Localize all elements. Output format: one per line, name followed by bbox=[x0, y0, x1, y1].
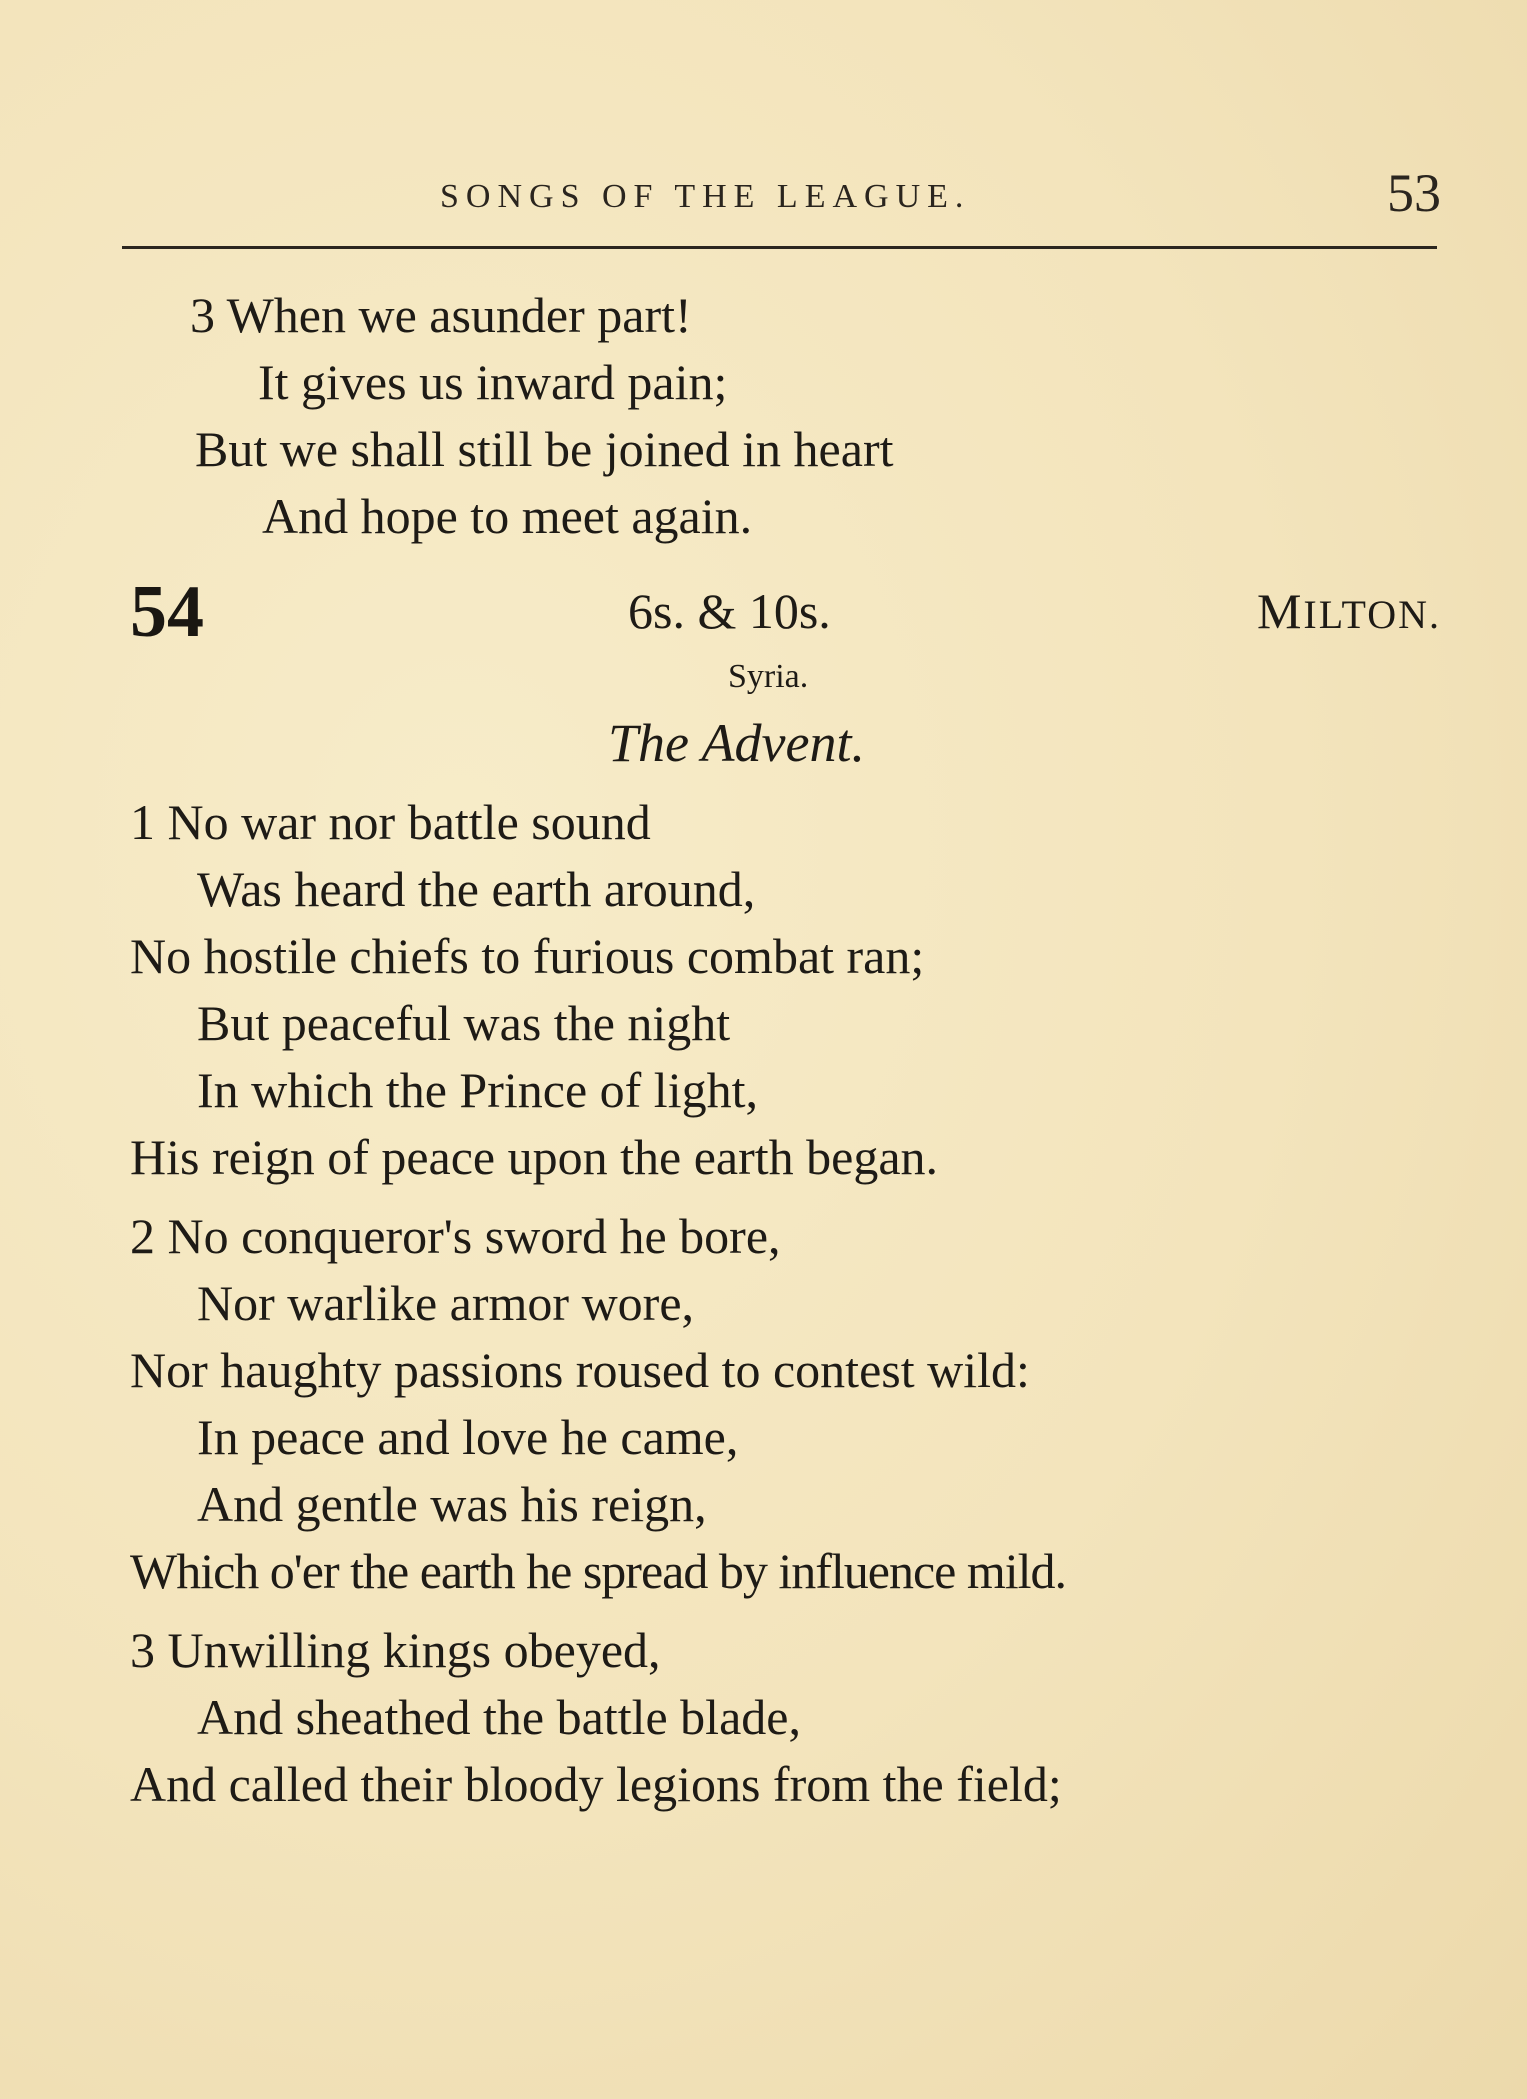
verse-line: But peaceful was the night bbox=[197, 995, 731, 1051]
hymn-tune: Syria. bbox=[728, 658, 809, 695]
verse-line: Nor warlike armor wore, bbox=[197, 1275, 695, 1331]
verse-line: In peace and love he came, bbox=[197, 1409, 739, 1465]
verse-line: And hope to meet again. bbox=[262, 488, 753, 544]
header-rule bbox=[122, 246, 1437, 249]
verse-line: No hostile chiefs to furious combat ran; bbox=[130, 928, 925, 984]
verse-line: 3 When we asunder part! bbox=[190, 287, 692, 343]
verse-line: 2 No conqueror's sword he bore, bbox=[130, 1208, 781, 1264]
hymn-number: 54 bbox=[130, 571, 204, 653]
verse-line: Was heard the earth around, bbox=[197, 861, 756, 917]
page-number: 53 bbox=[1387, 163, 1441, 223]
hymn-meter: 6s. & 10s. bbox=[628, 583, 831, 639]
verse-line: His reign of peace upon the earth began. bbox=[130, 1129, 939, 1185]
hymn-composer: MILTON. bbox=[1256, 583, 1441, 639]
verse-line: And sheathed the battle blade, bbox=[197, 1689, 801, 1745]
verse-line: And called their bloody legions from the field; bbox=[130, 1756, 1062, 1812]
verse-line: Which o'er the earth he spread by influence mild. bbox=[130, 1543, 1067, 1599]
verse-line: But we shall still be joined in heart bbox=[195, 421, 894, 477]
hymn-title: The Advent. bbox=[608, 713, 865, 773]
verse-line: Nor haughty passions roused to contest wild: bbox=[130, 1342, 1030, 1398]
running-title: SONGS OF THE LEAGUE. bbox=[440, 178, 971, 215]
verse-line: In which the Prince of light, bbox=[197, 1062, 758, 1118]
verse-line: 1 No war nor battle sound bbox=[130, 794, 651, 850]
verse-line: 3 Unwilling kings obeyed, bbox=[130, 1622, 661, 1678]
verse-line: And gentle was his reign, bbox=[197, 1476, 707, 1532]
verse-line: It gives us inward pain; bbox=[258, 354, 728, 410]
